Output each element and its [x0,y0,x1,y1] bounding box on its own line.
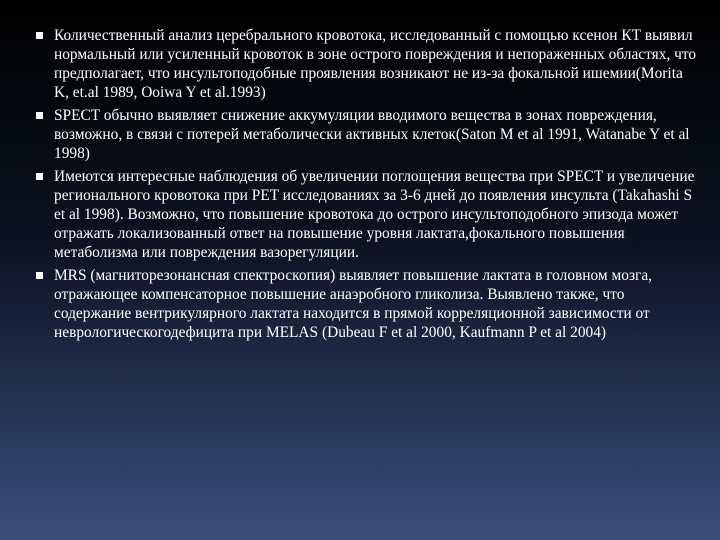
square-bullet-icon [36,112,43,119]
bullet-item [36,167,698,262]
bullet-item [36,106,698,163]
square-bullet-icon [36,173,43,180]
bullet-item [36,266,698,342]
bullet-text: MRS (магниторезонансная спектроскопия) выявляет повышение лактата в головном мозга, отражающее компенсаторное повышение анаэробного гликолиза. Выявлено также, что содержание вентрикулярного лактата находится в прямой корреляционной зависимости от неврологическогодефицита при MELAS (Dubeau F et al 2000, Kaufmann P et al 2004) [54,267,653,341]
bullet-list [36,26,698,346]
bullet-text: SPECT обычно выявляет снижение аккумуляции вводимого вещества в зонах повреждения, возможно, в связи с потерей метаболически активных клеток(Saton M et al 1991, Watanabe Y et al 1998) [54,107,690,162]
bullet-text: Количественный анализ церебрального кровотока, исследованный с помощью ксенон КТ выявил нормальный или усиленный кровоток в зоне острого повреждения и непораженных областях, что предполагает, что инсультоподобные проявления возникают не из-за фокальной ишемии(Morita K, et.al 1989, Ooiwa Y et al.1993) [54,27,697,101]
square-bullet-icon [36,32,43,39]
square-bullet-icon [36,272,43,279]
bullet-item [36,26,698,102]
bullet-text: Имеются интересные наблюдения об увеличении поглощения вещества при SPECT и увеличение регионального кровотока при PET исследованиях за 3-6 дней до появления инсульта (Takahashi S et al 1998). Возможно, что повышение кровотока до острого инсультоподобного эпизода может отражать локализованный ответ на повышение уровня лактата,фокального повышения метаболизма или повреждения вазорегуляции. [54,168,695,261]
